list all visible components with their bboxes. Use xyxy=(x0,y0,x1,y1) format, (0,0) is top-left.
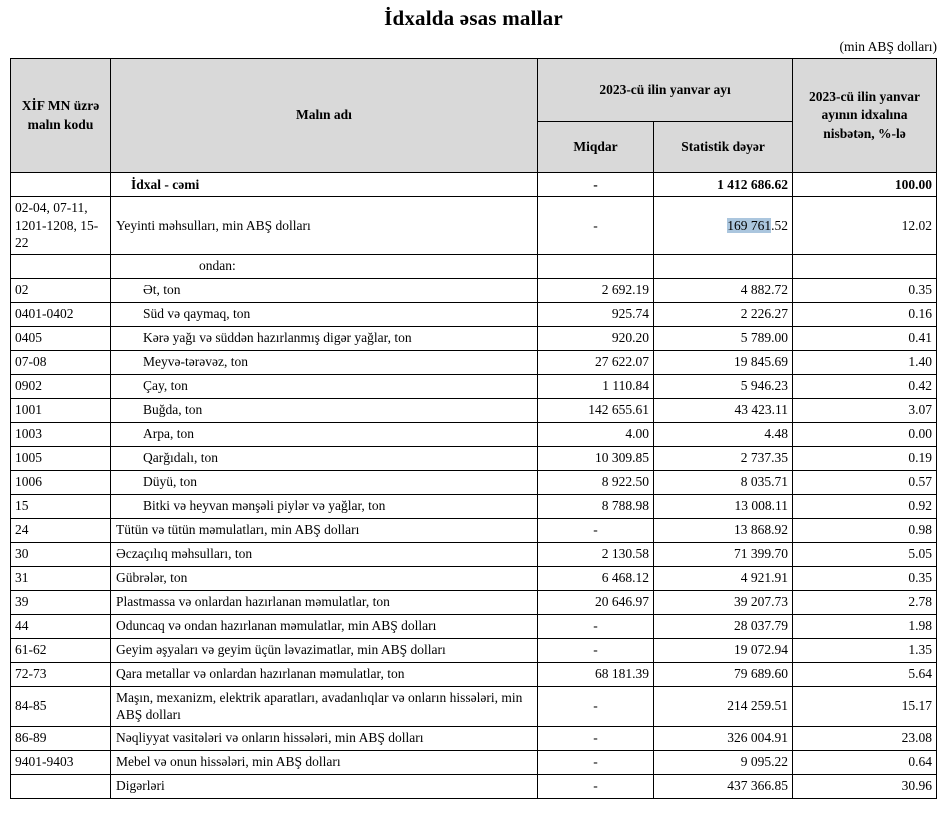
table-row xyxy=(11,750,937,774)
code-cell: 1001 xyxy=(11,398,111,422)
share-cell xyxy=(793,254,937,278)
value-cell: 19 072.94 xyxy=(654,638,793,662)
value-cell: 4.48 xyxy=(654,422,793,446)
value-cell: 19 845.69 xyxy=(654,350,793,374)
name-cell: ondan: xyxy=(111,254,538,278)
quantity-cell: - xyxy=(538,614,654,638)
header-name: Malın adı xyxy=(111,59,538,173)
table-row xyxy=(11,398,937,422)
share-cell: 100.00 xyxy=(793,173,937,197)
quantity-cell: 20 646.97 xyxy=(538,590,654,614)
code-cell: 39 xyxy=(11,590,111,614)
name-cell: Buğda, ton xyxy=(111,398,538,422)
table-row xyxy=(11,446,937,470)
value-cell: 214 259.51 xyxy=(654,686,793,726)
share-cell: 1.98 xyxy=(793,614,937,638)
table-row xyxy=(11,350,937,374)
name-cell: Plastmassa və onlardan hazırlanan məmulatlar, ton xyxy=(111,590,538,614)
quantity-cell: - xyxy=(538,686,654,726)
quantity-cell: 2 130.58 xyxy=(538,542,654,566)
table-row xyxy=(11,662,937,686)
table-row xyxy=(11,774,937,798)
name-cell: Mebel və onun hissələri, min ABŞ dolları xyxy=(111,750,538,774)
code-cell: 30 xyxy=(11,542,111,566)
share-cell: 0.92 xyxy=(793,494,937,518)
table-row xyxy=(11,686,937,726)
share-cell: 5.64 xyxy=(793,662,937,686)
name-cell: Nəqliyyat vasitələri və onların hissələri, min ABŞ dolları xyxy=(111,726,538,750)
quantity-cell: - xyxy=(538,750,654,774)
share-cell: 0.41 xyxy=(793,326,937,350)
value-cell: 43 423.11 xyxy=(654,398,793,422)
table-row xyxy=(11,374,937,398)
quantity-cell: 142 655.61 xyxy=(538,398,654,422)
quantity-cell: 68 181.39 xyxy=(538,662,654,686)
share-cell: 30.96 xyxy=(793,774,937,798)
share-cell: 0.64 xyxy=(793,750,937,774)
table-row xyxy=(11,542,937,566)
value-cell: 79 689.60 xyxy=(654,662,793,686)
code-cell: 1005 xyxy=(11,446,111,470)
table-row xyxy=(11,614,937,638)
value-cell: 9 095.22 xyxy=(654,750,793,774)
value-cell: 5 946.23 xyxy=(654,374,793,398)
value-cell: 5 789.00 xyxy=(654,326,793,350)
value-cell: 71 399.70 xyxy=(654,542,793,566)
quantity-cell: - xyxy=(538,726,654,750)
code-cell: 44 xyxy=(11,614,111,638)
quantity-cell: 8 922.50 xyxy=(538,470,654,494)
share-cell: 0.19 xyxy=(793,446,937,470)
code-cell: 1006 xyxy=(11,470,111,494)
value-cell: 13 868.92 xyxy=(654,518,793,542)
table-row xyxy=(11,518,937,542)
value-cell: 2 737.35 xyxy=(654,446,793,470)
quantity-cell: 920.20 xyxy=(538,326,654,350)
header-period: 2023-cü ilin yanvar ayı xyxy=(538,59,793,122)
table-row xyxy=(11,326,937,350)
table-row xyxy=(11,726,937,750)
quantity-cell: 10 309.85 xyxy=(538,446,654,470)
code-cell: 86-89 xyxy=(11,726,111,750)
code-cell: 9401-9403 xyxy=(11,750,111,774)
quantity-cell: 6 468.12 xyxy=(538,566,654,590)
share-cell: 0.16 xyxy=(793,302,937,326)
value-cell: 326 004.91 xyxy=(654,726,793,750)
share-cell: 15.17 xyxy=(793,686,937,726)
name-cell: Arpa, ton xyxy=(111,422,538,446)
share-cell: 3.07 xyxy=(793,398,937,422)
value-cell: 1 412 686.62 xyxy=(654,173,793,197)
share-cell: 0.98 xyxy=(793,518,937,542)
table-body xyxy=(11,173,937,799)
value-cell: 437 366.85 xyxy=(654,774,793,798)
header-row-top xyxy=(11,59,937,122)
name-cell: İdxal - cəmi xyxy=(111,173,538,197)
quantity-cell: 2 692.19 xyxy=(538,278,654,302)
name-cell: Bitki və heyvan mənşəli piylər və yağlar, ton xyxy=(111,494,538,518)
code-cell: 02 xyxy=(11,278,111,302)
value-cell: 8 035.71 xyxy=(654,470,793,494)
table-row xyxy=(11,197,937,255)
quantity-cell xyxy=(538,254,654,278)
table-row xyxy=(11,494,937,518)
code-cell: 0405 xyxy=(11,326,111,350)
code-cell: 61-62 xyxy=(11,638,111,662)
header-code xyxy=(11,59,111,173)
code-cell xyxy=(11,774,111,798)
share-cell: 5.05 xyxy=(793,542,937,566)
quantity-cell: 27 622.07 xyxy=(538,350,654,374)
quantity-cell: 8 788.98 xyxy=(538,494,654,518)
name-cell: Tütün və tütün məmulatları, min ABŞ dolları xyxy=(111,518,538,542)
quantity-cell: - xyxy=(538,197,654,255)
table-row xyxy=(11,302,937,326)
share-cell: 1.40 xyxy=(793,350,937,374)
share-cell: 0.57 xyxy=(793,470,937,494)
quantity-cell: 1 110.84 xyxy=(538,374,654,398)
quantity-cell: - xyxy=(538,173,654,197)
code-cell: 0902 xyxy=(11,374,111,398)
code-cell: 0401-0402 xyxy=(11,302,111,326)
code-cell: 84-85 xyxy=(11,686,111,726)
code-cell: 15 xyxy=(11,494,111,518)
quantity-cell: - xyxy=(538,638,654,662)
table-row xyxy=(11,638,937,662)
name-cell: Meyvə-tərəvəz, ton xyxy=(111,350,538,374)
header-share: 2023-cü ilin yanvar ayının idxalına nisbətən, %-lə xyxy=(793,59,937,173)
value-cell xyxy=(654,254,793,278)
header-stat-value xyxy=(654,122,793,173)
unit-note: (min ABŞ dolları) xyxy=(839,39,937,54)
share-cell: 2.78 xyxy=(793,590,937,614)
quantity-cell: 4.00 xyxy=(538,422,654,446)
code-cell xyxy=(11,173,111,197)
value-cell: 169 761.52 xyxy=(654,197,793,255)
share-cell: 0.42 xyxy=(793,374,937,398)
table-header xyxy=(11,59,937,173)
value-cell: 28 037.79 xyxy=(654,614,793,638)
name-cell: Düyü, ton xyxy=(111,470,538,494)
table-row xyxy=(11,470,937,494)
name-cell: Maşın, mexanizm, elektrik aparatları, avadanlıqlar və onların hissələri, min ABŞ dolları xyxy=(111,686,538,726)
value-cell: 4 921.91 xyxy=(654,566,793,590)
share-cell: 23.08 xyxy=(793,726,937,750)
page-title: İdxalda əsas mallar xyxy=(384,6,563,30)
share-cell: 0.00 xyxy=(793,422,937,446)
code-cell: 31 xyxy=(11,566,111,590)
code-cell: 72-73 xyxy=(11,662,111,686)
code-cell: 07-08 xyxy=(11,350,111,374)
share-cell: 0.35 xyxy=(793,566,937,590)
name-cell: Kərə yağı və süddən hazırlanmış digər yağlar, ton xyxy=(111,326,538,350)
name-cell: Süd və qaymaq, ton xyxy=(111,302,538,326)
value-cell: 4 882.72 xyxy=(654,278,793,302)
quantity-cell: - xyxy=(538,774,654,798)
value-cell: 2 226.27 xyxy=(654,302,793,326)
name-cell: Gübrələr, ton xyxy=(111,566,538,590)
share-cell: 12.02 xyxy=(793,197,937,255)
name-cell: Qara metallar və onlardan hazırlanan məmulatlar, ton xyxy=(111,662,538,686)
header-code-label: XİF MN üzrə malın kodu xyxy=(21,98,100,132)
table-row xyxy=(11,173,937,197)
code-cell: 02-04, 07-11, 1201-1208, 15-22 xyxy=(11,197,111,255)
name-cell: Geyim əşyaları və geyim üçün ləvazimatlar, min ABŞ dolları xyxy=(111,638,538,662)
share-cell: 1.35 xyxy=(793,638,937,662)
share-cell: 0.35 xyxy=(793,278,937,302)
header-stat-value-label: Statistik dəyər xyxy=(681,138,765,154)
quantity-cell: - xyxy=(538,518,654,542)
table-row xyxy=(11,590,937,614)
selected-text: 169 761 xyxy=(727,217,772,233)
header-quantity: Miqdar xyxy=(538,122,654,173)
table-row xyxy=(11,422,937,446)
quantity-cell: 925.74 xyxy=(538,302,654,326)
value-cell: 39 207.73 xyxy=(654,590,793,614)
name-cell: Əczaçılıq məhsulları, ton xyxy=(111,542,538,566)
name-cell: Qarğıdalı, ton xyxy=(111,446,538,470)
value-cell: 13 008.11 xyxy=(654,494,793,518)
name-cell: Oduncaq və ondan hazırlanan məmulatlar, min ABŞ dolları xyxy=(111,614,538,638)
table-row xyxy=(11,254,937,278)
code-cell xyxy=(11,254,111,278)
imports-table xyxy=(10,58,937,799)
name-cell: Çay, ton xyxy=(111,374,538,398)
table-row xyxy=(11,278,937,302)
name-cell: Digərləri xyxy=(111,774,538,798)
code-cell: 1003 xyxy=(11,422,111,446)
name-cell: Ət, ton xyxy=(111,278,538,302)
table-row xyxy=(11,566,937,590)
code-cell: 24 xyxy=(11,518,111,542)
name-cell: Yeyinti məhsulları, min ABŞ dolları xyxy=(111,197,538,255)
